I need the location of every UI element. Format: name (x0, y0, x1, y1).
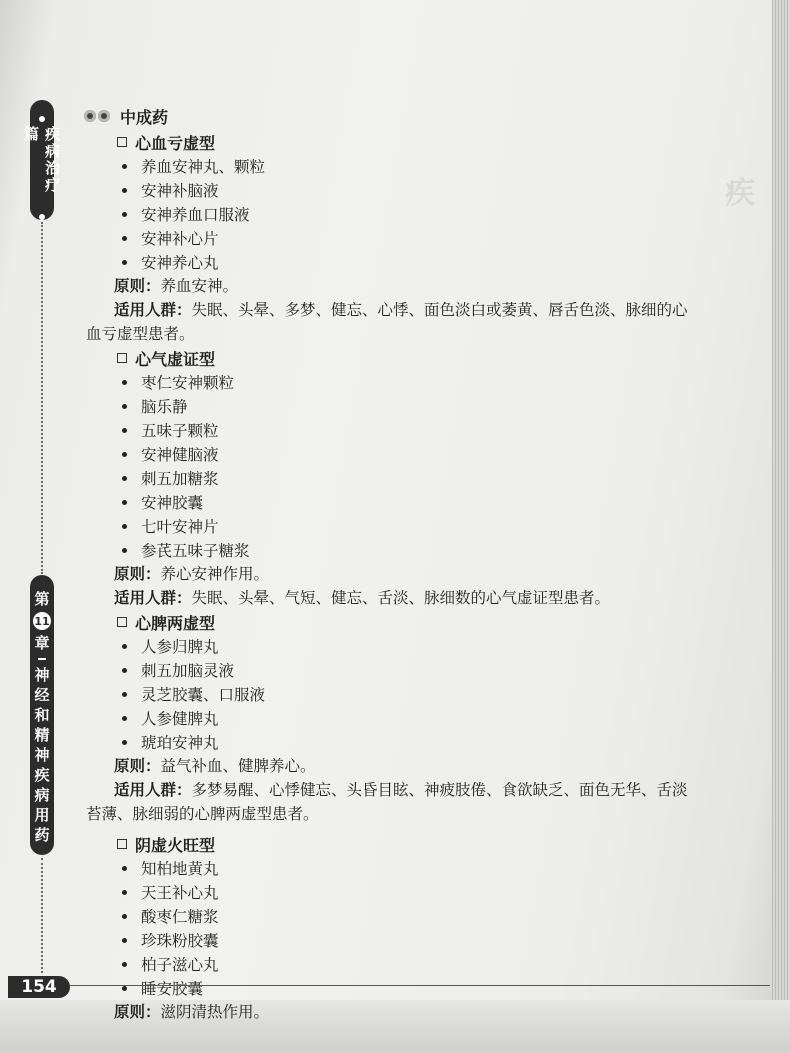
chapter-title-char: 药 (34, 826, 50, 844)
side-dotted-line (41, 222, 43, 574)
bullet-icon (122, 260, 127, 265)
side-tab-dot (39, 214, 45, 220)
list-item: 刺五加糖浆 (84, 466, 774, 490)
group-xinxue-kuixu (84, 130, 774, 346)
list-item: 珍珠粉胶囊 (84, 928, 774, 952)
side-tab-label: 疾病治疗篇 (22, 125, 61, 194)
chapter-title-char: 和 (34, 706, 50, 724)
page-number: 154 (8, 976, 70, 998)
group-heading (84, 130, 774, 154)
list-item: 安神健脑液 (84, 442, 774, 466)
checkbox-square-icon (117, 839, 127, 849)
list-item: 人参健脾丸 (84, 706, 774, 730)
chapter-title-char: 神 (34, 666, 50, 684)
list-item: 安神胶囊 (84, 490, 774, 514)
bullet-icon (122, 890, 127, 895)
bullet-icon (122, 476, 127, 481)
group-heading (84, 610, 774, 634)
population-line: 适用人群：失眠、头晕、多梦、健忘、心悸、面色淡白或萎黄、唇舌色淡、脉细的心 (114, 301, 688, 319)
chapter-title-char: 用 (34, 806, 50, 824)
principle-line: 原则：滋阴清热作用。 (114, 1003, 270, 1021)
side-tab-dot (39, 116, 45, 122)
bullet-icon (122, 212, 127, 217)
chapter-suffix: 章 (34, 634, 50, 652)
chapter-title-char: 病 (34, 786, 50, 804)
list-item: 人参归脾丸 (84, 634, 774, 658)
bleed-through-text: 疾 (725, 176, 755, 211)
list-item: 五味子颗粒 (84, 418, 774, 442)
bullet-icon (122, 740, 127, 745)
population-line: 适用人群：失眠、头晕、气短、健忘、舌淡、脉细数的心气虚证型患者。 (114, 589, 611, 607)
bullet-icon (122, 644, 127, 649)
list-item: 安神补脑液 (84, 178, 774, 202)
chapter-title-char: 疾 (34, 766, 50, 784)
chapter-prefix: 第 (34, 590, 50, 608)
bullet-icon (122, 404, 127, 409)
list-item: 安神补心片 (84, 226, 774, 250)
bullet-icon (122, 500, 127, 505)
list-item: 知柏地黄丸 (84, 856, 774, 880)
checkbox-square-icon (117, 617, 127, 627)
principle-line: 原则：养心安神作用。 (114, 565, 270, 583)
group-title: 心气虚证型 (135, 349, 216, 369)
checkbox-square-icon (117, 353, 127, 363)
group-yinxu-huowang (84, 832, 774, 1024)
list-item: 安神养血口服液 (84, 202, 774, 226)
bullet-icon (122, 668, 127, 673)
group-xinpi-liangxu (84, 610, 774, 826)
list-item: 安神养心丸 (84, 250, 774, 274)
chapter-title-char: 精 (34, 726, 50, 744)
main-content (84, 104, 774, 1024)
principle-line: 原则：益气补血、健脾养心。 (114, 757, 316, 775)
double-circle-icon (84, 110, 110, 122)
list-item: 脑乐静 (84, 394, 774, 418)
bullet-icon (122, 914, 127, 919)
bullet-icon (122, 716, 127, 721)
chapter-divider (38, 658, 46, 660)
list-item: 参芪五味子糖浆 (84, 538, 774, 562)
list-item: 酸枣仁糖浆 (84, 904, 774, 928)
list-item: 七叶安神片 (84, 514, 774, 538)
list-item: 天王补心丸 (84, 880, 774, 904)
population-line-cont: 血亏虚型患者。 (86, 325, 195, 343)
side-dotted-line (41, 858, 43, 973)
population-line: 适用人群：多梦易醒、心悸健忘、头昏目眩、神疲肢倦、食欲缺乏、面色无华、舌淡 (114, 781, 688, 799)
group-title: 心脾两虚型 (135, 613, 216, 633)
bullet-icon (122, 164, 127, 169)
chapter-number: 11 (33, 612, 51, 630)
bullet-icon (122, 986, 127, 991)
checkbox-square-icon (117, 137, 127, 147)
bullet-icon (122, 452, 127, 457)
group-xinqi-xuzheng (84, 346, 774, 610)
bullet-icon (122, 428, 127, 433)
principle-line: 原则：养血安神。 (114, 277, 239, 295)
bullet-icon (122, 188, 127, 193)
population-line-cont: 苔薄、脉细弱的心脾两虚型患者。 (86, 805, 319, 823)
list-item: 柏子滋心丸 (84, 952, 774, 976)
bullet-icon (122, 938, 127, 943)
side-tab-part (22, 100, 61, 220)
group-heading (84, 832, 774, 856)
book-page-edges (772, 0, 790, 1053)
list-item: 睡安胶囊 (84, 976, 774, 1000)
list-item: 琥珀安神丸 (84, 730, 774, 754)
footer-rule (70, 985, 770, 986)
section-heading (84, 104, 774, 128)
bullet-icon (122, 962, 127, 967)
bullet-icon (122, 548, 127, 553)
group-heading (84, 346, 774, 370)
list-item: 枣仁安神颗粒 (84, 370, 774, 394)
group-title: 阴虚火旺型 (135, 835, 216, 855)
list-item: 养血安神丸、颗粒 (84, 154, 774, 178)
bullet-icon (122, 236, 127, 241)
bullet-icon (122, 692, 127, 697)
list-item: 灵芝胶囊、口服液 (84, 682, 774, 706)
section-title: 中成药 (120, 107, 169, 127)
chapter-title-char: 经 (34, 686, 50, 704)
bullet-icon (122, 866, 127, 871)
side-tab-chapter (30, 575, 54, 855)
group-title: 心血亏虚型 (135, 133, 216, 153)
list-item: 刺五加脑灵液 (84, 658, 774, 682)
chapter-title-char: 神 (34, 746, 50, 764)
bullet-icon (122, 380, 127, 385)
bullet-icon (122, 524, 127, 529)
